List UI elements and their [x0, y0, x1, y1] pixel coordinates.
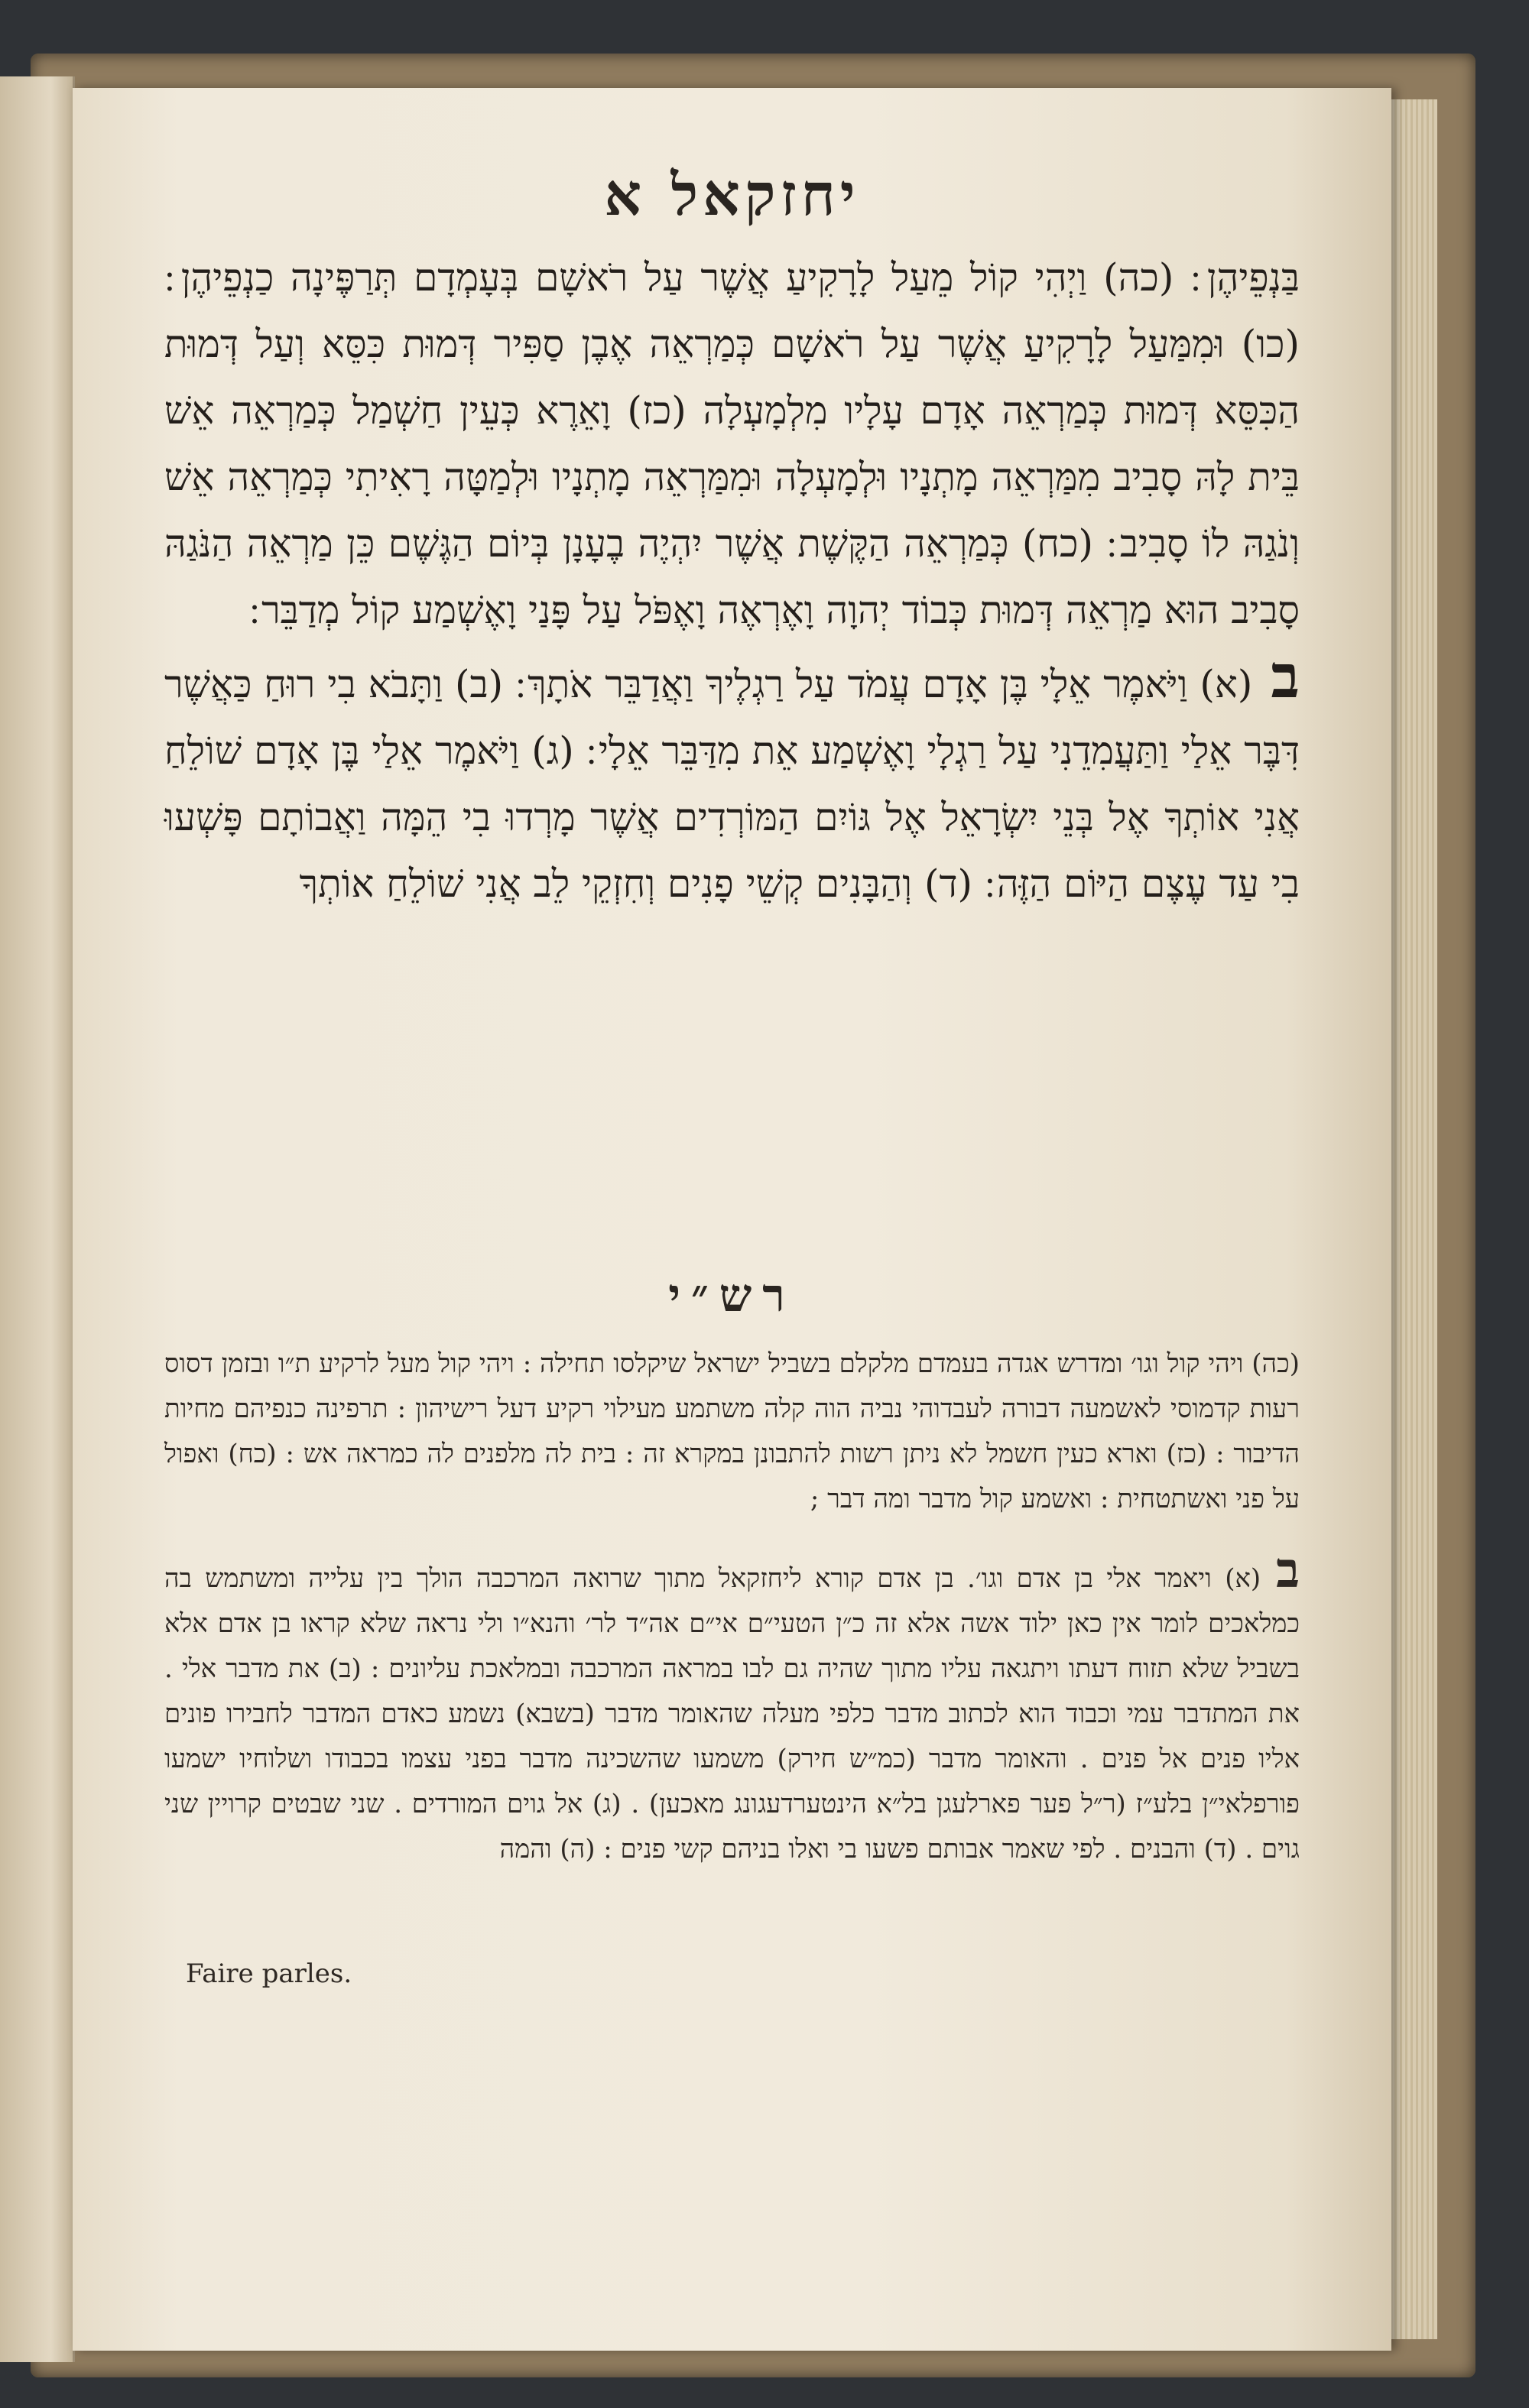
biblical-paragraph: בַּנְפֵיהֶן ׃ (כה) וַיְהִי קוֹל מֵעַל לָרָקִיעַ אֲשֶׁר עַל רֹאשָׁם בְּעָמְדָם תְּרַפֶּינָה כַנְפֵיהֶן ׃ (כו) וּמִמַּעַל לָרָקִיעַ אֲשֶׁר עַל רֹאשָׁם כְּמַרְאֵה אֶבֶן סַפִּיר דְּמוּת כִּסֵּא וְעַל דְּמוּת הַכִּסֵּא דְּמוּת כְּמַרְאֵה אָדָם עָלָיו מִלְמָעְלָה (כז) וָאֵרֶא כְּעֵין חַשְׁמַל כְּמַרְאֵה אֵשׁ בֵּית לָהּ סָבִיב מִמַּרְאֵה מָתְנָיו וּלְמָעְלָה וּמִמַּרְאֵה מָתְנָיו וּלְמַטָּה רָאִיתִי כְּמַרְאֵה אֵשׁ וְנֹגַהּ לוֹ סָבִיב ׃ (כח) כְּמַרְאֵה הַקֶּשֶׁת אֲשֶׁר יִהְיֶה בֶעָנָן בְּיוֹם הַגֶּשֶׁם כֵּן מַרְאֵה הַנֹּגַהּ סָבִיב הוּא מַרְאֵה דְּמוּת כְּבוֹד יְהוָה וָאֶרְאֶה וָאֶפֹּל עַל פָּנַי וָאֶשְׁמַע קוֹל מְדַבֵּר ׃ — [164, 255, 1300, 632]
french-gloss: Faire parles. — [186, 1959, 352, 1989]
biblical-text — [164, 245, 1300, 917]
commentary-text — [164, 1342, 1300, 1898]
commentary-paragraph-text: (א) ויאמר אלי בן אדם וגו׳. בן אדם קורא ליחזקאל מתוך שרואה המרכבה הולך בין עלייה ומשתמש בה כמלאכים לומר אין כאן ילוד אשה אלא זה כ״ן הטעי״ם אי״ם אה״ד לר׳ והנא״ו ולי נראה שלא קראו בן אדם אלא בשביל שלא תזוח דעתו ויתגאה עליו מתוך שהיה גם לבו במראה המרכבה ובמלאכת עליונים : (ב) את מדבר אלי . את המתדבר עמי וכבוד הוא לכתוב מדבר כלפי מעלה שהאומר מדבר (בשבא) נשמע כאדם המדבר לחבירו פונים אליו פנים אל פנים . והאומר מדבר (כמ״ש חירק) משמעו שהשכינה מדבר בפני עצמו בכבודו ושלוחיו ישמעו פורפלאי״ן בלע״ז (ר״ל פער פארלעגן בל״א הינטערדעגונג מאכען) . (ג) אל גוים המורדים . שני שבטים קרויין שני גוים . (ד) והבנים . לפי שאמר אבותם פשעו בי ואלו בניהם קשי פנים : (ה) והמה — [164, 1563, 1300, 1864]
chapter-marker: ב — [1271, 642, 1300, 712]
commentary-paragraph — [164, 1542, 1300, 1872]
running-head: יחזקאל א — [604, 161, 860, 229]
facing-page-edge — [0, 76, 75, 2362]
biblical-paragraph-text: (א) וַיֹּאמֶר אֵלָי בֶּן אָדָם עֲמֹד עַל רַגְלֶיךָ וַאֲדַבֵּר אֹתָךְ ׃ (ב) וַתָּבֹא בִי רוּחַ כַּאֲשֶׁר דִּבֶּר אֵלַי וַתַּעֲמִדֵנִי עַל רַגְלָי וָאֶשְׁמַע אֵת מִדַּבֵּר אֵלָי ׃ (ג) וַיֹּאמֶר אֵלַי בֶּן אָדָם שׁוֹלֵחַ אֲנִי אוֹתְךָ אֶל בְּנֵי יִשְׂרָאֵל אֶל גּוֹיִם הַמּוֹרְדִים אֲשֶׁר מָרְדוּ בִי הֵמָּה וַאֲבוֹתָם פָּשְׁעוּ בִי עַד עֶצֶם הַיּוֹם הַזֶּה ׃ (ד) וְהַבָּנִים קְשֵׁי פָנִים וְחִזְקֵי לֵב אֲנִי שׁוֹלֵחַ אוֹתְךָ — [164, 662, 1300, 906]
commentary-chapter-marker: ב — [1276, 1542, 1300, 1599]
biblical-paragraph — [164, 644, 1300, 917]
book-page — [73, 88, 1391, 2351]
commentary-heading: רש״י — [668, 1269, 796, 1322]
page-block-edge — [1391, 99, 1437, 2339]
commentary-paragraph: (כה) ויהי קול וגו׳ ומדרש אגדה בעמדם מלקלם בשביל ישראל שיקלסו תחילה : ויהי קול מעל לרקיע ת״ו ובזמן דסוס רעות קדמוסי לאשמעה דבורה לעבדוהי נביה הוה קלה משתמע מעילוי רקיע דעל רישיהון : תרפינה כנפיהם מחיות הדיבור : (כז) וארא כעין חשמל לא ניתן רשות להתבונן במקרא זה : בית לה מלפנים לה כמראה אש : (כח) ואפול על פני ואשתטחית : ואשמע קול מדבר ומה דבר ; — [164, 1348, 1300, 1514]
